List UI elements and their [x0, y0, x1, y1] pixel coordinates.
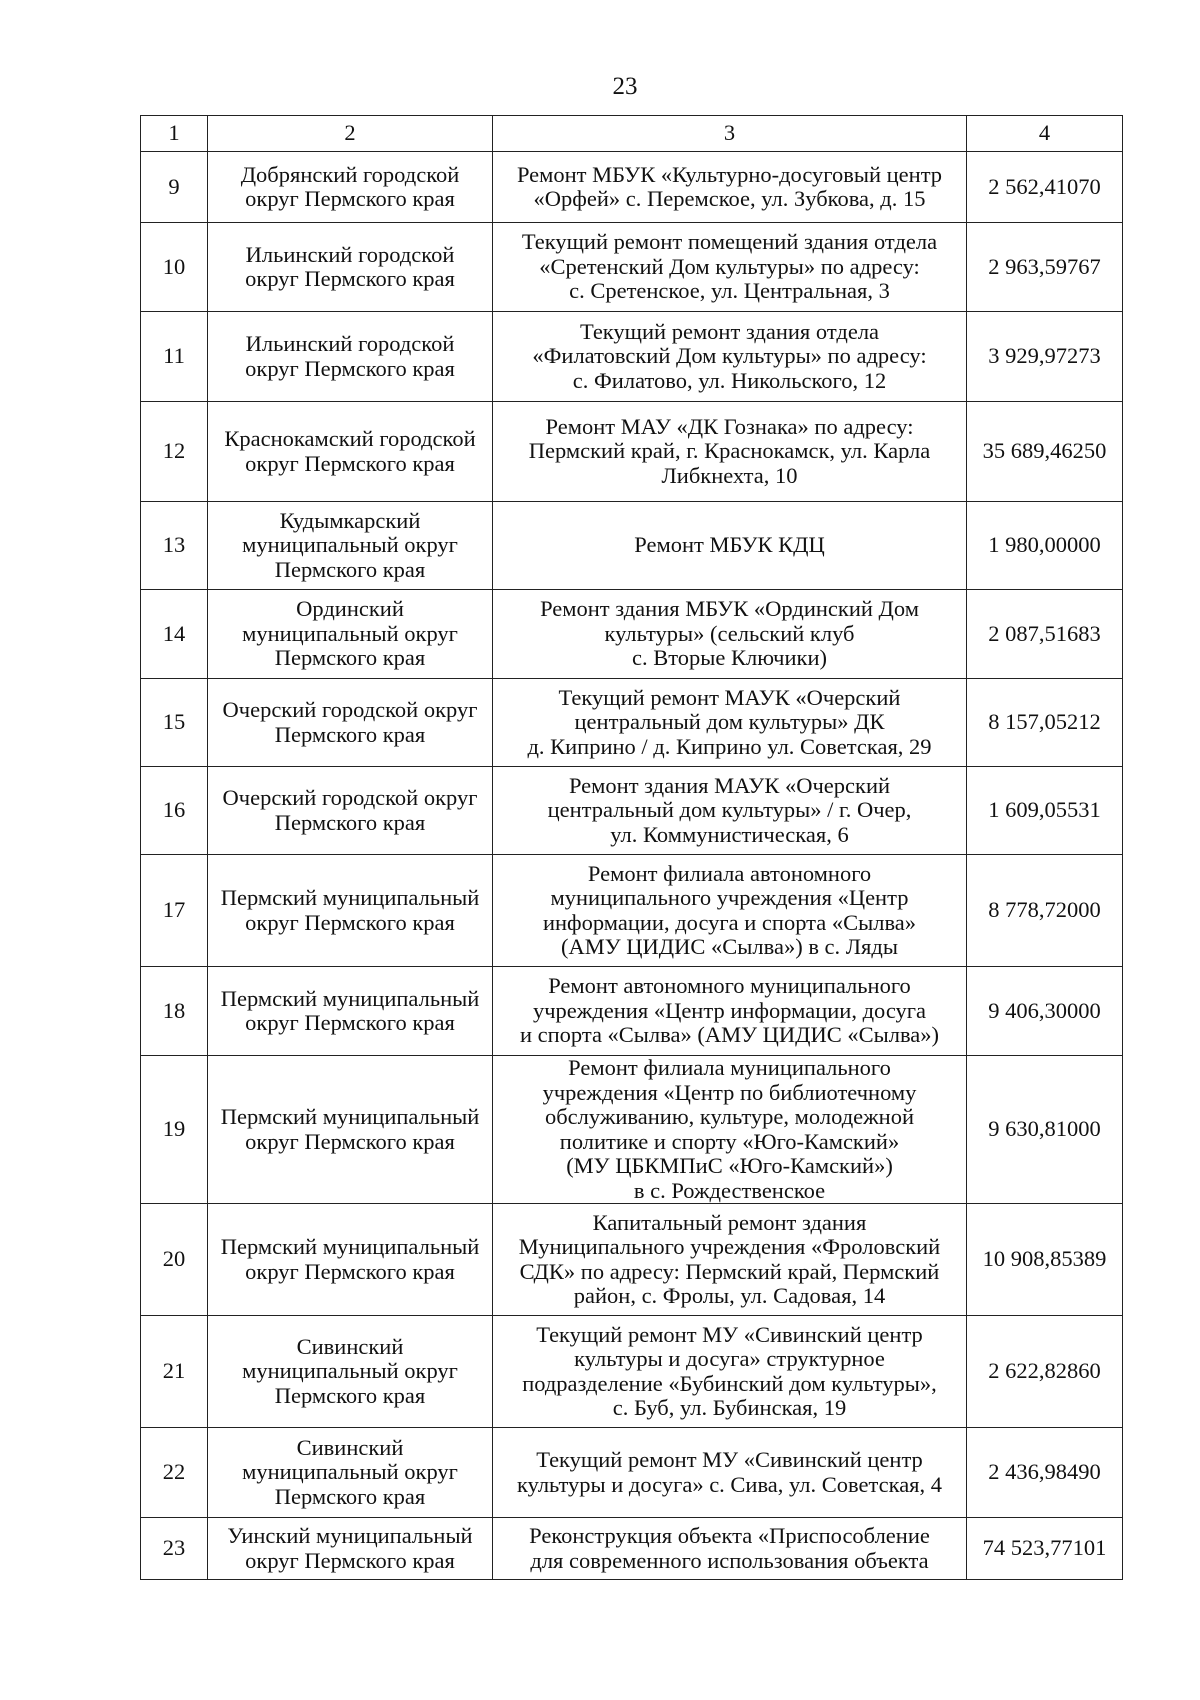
- amount-cell: 2 963,59767: [967, 223, 1123, 312]
- project-cell: [493, 855, 967, 967]
- project-cell: [493, 502, 967, 590]
- table-row: [141, 1518, 1123, 1580]
- district-line: округ Пермского края: [245, 1547, 455, 1573]
- project-line: информации, досуга и спорта «Сылва»: [542, 909, 917, 935]
- district-line: Пермского края: [274, 809, 426, 835]
- district-line: округ Пермского края: [245, 1010, 455, 1035]
- district-line: Пермского края: [274, 721, 426, 747]
- district-line: округ Пермского края: [245, 909, 455, 935]
- table-row: [141, 1316, 1123, 1428]
- project-line: культуры и досуга» с. Сива, ул. Советская, 4: [516, 1471, 943, 1497]
- row-number-cell: 10: [141, 223, 208, 312]
- project-line: «Сретенский Дом культуры» по адресу:: [539, 253, 920, 279]
- amount-cell: 9 630,81000: [967, 1056, 1123, 1204]
- project-line: учреждения «Центр информации, досуга: [532, 997, 927, 1023]
- project-cell: [493, 223, 967, 312]
- project-line: Текущий ремонт помещений здания отдела: [521, 229, 938, 255]
- project-cell: [493, 152, 967, 223]
- project-line: СДК» по адресу: Пермский край, Пермский: [519, 1258, 940, 1284]
- amount-cell: 8 157,05212: [967, 679, 1123, 767]
- column-number-3: 3: [493, 116, 967, 152]
- amount-cell: 3 929,97273: [967, 312, 1123, 402]
- district-line: Пермского края: [274, 645, 426, 671]
- project-line: Ремонт МАУ «ДК Гознака» по адресу:: [545, 413, 914, 439]
- district-cell: [208, 855, 493, 967]
- project-line: д. Киприно / д. Киприно ул. Советская, 29: [527, 733, 932, 759]
- district-line: Сивинский: [296, 1333, 404, 1359]
- row-number-cell: 13: [141, 502, 208, 590]
- project-line: Ремонт филиала автономного: [587, 860, 872, 886]
- district-line: Ординский: [296, 596, 404, 622]
- table-row: [141, 1428, 1123, 1518]
- table-row: [141, 502, 1123, 590]
- project-line: Либкнехта, 10: [661, 462, 798, 488]
- table-row: [141, 967, 1123, 1056]
- row-number-cell: 18: [141, 967, 208, 1056]
- district-cell: [208, 1316, 493, 1428]
- project-line: с. Вторые Ключики): [631, 645, 828, 671]
- project-line: политике и спорту «Юго-Камский»: [559, 1128, 900, 1154]
- project-line: с. Филатово, ул. Никольского, 12: [572, 367, 887, 393]
- project-cell: [493, 402, 967, 502]
- district-line: Сивинский: [296, 1434, 404, 1460]
- project-line: Капитальный ремонт здания: [592, 1209, 867, 1235]
- table-row: [141, 855, 1123, 967]
- amount-cell: 2 562,41070: [967, 152, 1123, 223]
- district-cell: [208, 312, 493, 402]
- district-cell: [208, 223, 493, 312]
- district-line: Пермского края: [274, 556, 426, 582]
- project-cell: [493, 1518, 967, 1580]
- amount-cell: 2 087,51683: [967, 590, 1123, 679]
- district-line: Пермский муниципальный: [220, 1234, 480, 1259]
- amount-cell: 1 609,05531: [967, 767, 1123, 855]
- project-line: Ремонт МБУК КДЦ: [634, 532, 825, 558]
- project-line: культуры» (сельский клуб: [604, 620, 855, 646]
- district-line: Ильинский городской: [245, 331, 455, 356]
- district-cell: [208, 767, 493, 855]
- district-line: Пермского края: [274, 1483, 426, 1509]
- table-row: [141, 590, 1123, 679]
- project-cell: [493, 679, 967, 767]
- project-line: с. Сретенское, ул. Центральная, 3: [569, 278, 890, 304]
- project-line: Ремонт филиала муниципального: [568, 1055, 891, 1080]
- district-line: муниципальный округ: [242, 1358, 458, 1384]
- district-cell: [208, 679, 493, 767]
- row-number-cell: 20: [141, 1204, 208, 1316]
- district-line: Пермский муниципальный: [220, 885, 480, 910]
- project-line: Реконструкция объекта «Приспособление: [529, 1523, 930, 1548]
- project-cell: [493, 1204, 967, 1316]
- project-line: центральный дом культуры» / г. Очер,: [547, 797, 912, 823]
- amount-cell: 74 523,77101: [967, 1518, 1123, 1580]
- project-line: «Филатовский Дом культуры» по адресу:: [532, 343, 927, 369]
- district-line: Пермский муниципальный: [220, 1104, 480, 1129]
- project-cell: [493, 312, 967, 402]
- row-number-cell: 17: [141, 855, 208, 967]
- page-number: 23: [612, 73, 638, 100]
- project-line: культуры и досуга» структурное: [574, 1346, 885, 1371]
- project-cell: [493, 590, 967, 679]
- project-line: (АМУ ЦИДИС «Сылва») в с. Ляды: [561, 934, 898, 959]
- project-line: подразделение «Бубинский дом культуры»,: [522, 1370, 937, 1396]
- project-cell: [493, 1428, 967, 1518]
- district-line: Кудымкарский: [279, 507, 421, 533]
- project-cell: [493, 1056, 967, 1204]
- district-line: муниципальный округ: [242, 532, 458, 558]
- district-line: округ Пермского края: [245, 1128, 455, 1154]
- row-number-cell: 14: [141, 590, 208, 679]
- district-cell: [208, 1518, 493, 1580]
- district-cell: [208, 502, 493, 590]
- column-number-4: 4: [967, 116, 1123, 152]
- amount-cell: 8 778,72000: [967, 855, 1123, 967]
- project-line: обслуживанию, культуре, молодежной: [544, 1104, 915, 1129]
- table-row: [141, 223, 1123, 312]
- row-number-cell: 11: [141, 312, 208, 402]
- project-line: Ремонт МБУК «Культурно-досуговый центр: [516, 161, 943, 187]
- row-number-cell: 12: [141, 402, 208, 502]
- project-line: в с. Рождественское: [633, 1177, 826, 1203]
- district-line: округ Пермского края: [245, 355, 455, 381]
- district-line: Пермский муниципальный: [220, 985, 480, 1011]
- project-line: Ремонт автономного муниципального: [548, 973, 911, 999]
- project-line: учреждения «Центр по библиотечному: [542, 1079, 917, 1105]
- column-number-2: 2: [208, 116, 493, 152]
- project-line: Текущий ремонт МУ «Сивинский центр: [536, 1447, 923, 1472]
- district-line: Уинский муниципальный: [227, 1523, 473, 1548]
- district-cell: [208, 1428, 493, 1518]
- project-line: с. Буб, ул. Бубинская, 19: [612, 1395, 847, 1420]
- project-line: Текущий ремонт МАУК «Очерский: [558, 684, 901, 710]
- amount-cell: 1 980,00000: [967, 502, 1123, 590]
- project-line: район, с. Фролы, ул. Садовая, 14: [573, 1283, 886, 1308]
- district-line: округ Пермского края: [245, 266, 455, 291]
- column-number-1: 1: [141, 116, 208, 152]
- project-line: «Орфей» с. Перемское, ул. Зубкова, д. 15: [533, 186, 926, 211]
- row-number-cell: 21: [141, 1316, 208, 1428]
- district-line: муниципальный округ: [242, 620, 458, 646]
- project-line: Ремонт здания МАУК «Очерский: [568, 772, 891, 798]
- project-line: Ремонт здания МБУК «Ординский Дом: [540, 596, 919, 622]
- project-line: муниципального учреждения «Центр: [550, 885, 909, 910]
- project-cell: [493, 767, 967, 855]
- project-line: (МУ ЦБКМПиС «Юго-Камский»): [566, 1153, 893, 1178]
- table-row: [141, 1056, 1123, 1204]
- district-line: Краснокамский городской: [224, 426, 476, 451]
- table-row: [141, 152, 1123, 223]
- row-number-cell: 23: [141, 1518, 208, 1580]
- district-line: Пермского края: [274, 1382, 426, 1408]
- project-line: центральный дом культуры» ДК: [574, 709, 885, 735]
- project-line: ул. Коммунистическая, 6: [610, 821, 849, 847]
- amount-cell: 2 622,82860: [967, 1316, 1123, 1428]
- district-line: Очерский городской округ: [222, 697, 478, 722]
- district-line: округ Пермского края: [245, 450, 455, 476]
- row-number-cell: 9: [141, 152, 208, 223]
- project-line: Текущий ремонт здания отдела: [579, 318, 880, 344]
- row-number-cell: 19: [141, 1056, 208, 1204]
- district-cell: [208, 1204, 493, 1316]
- district-cell: [208, 967, 493, 1056]
- district-line: округ Пермского края: [245, 186, 455, 211]
- table-body: [141, 116, 1123, 1580]
- amount-cell: 2 436,98490: [967, 1428, 1123, 1518]
- project-cell: [493, 967, 967, 1056]
- district-line: округ Пермского края: [245, 1258, 455, 1284]
- district-cell: [208, 152, 493, 223]
- row-number-cell: 15: [141, 679, 208, 767]
- amount-cell: 35 689,46250: [967, 402, 1123, 502]
- district-line: муниципальный округ: [242, 1459, 458, 1485]
- district-cell: [208, 402, 493, 502]
- project-cell: [493, 1316, 967, 1428]
- district-cell: [208, 590, 493, 679]
- table-row: [141, 767, 1123, 855]
- project-line: для современного использования объекта: [530, 1547, 929, 1573]
- project-line: и спорта «Сылва» (АМУ ЦИДИС «Сылва»): [519, 1022, 940, 1048]
- district-line: Ильинский городской: [245, 241, 455, 267]
- project-line: Текущий ремонт МУ «Сивинский центр: [536, 1321, 923, 1347]
- table-row: [141, 312, 1123, 402]
- district-line: Добрянский городской: [240, 161, 460, 187]
- column-number-row: [141, 116, 1123, 152]
- amount-cell: 10 908,85389: [967, 1204, 1123, 1316]
- row-number-cell: 16: [141, 767, 208, 855]
- table-row: [141, 402, 1123, 502]
- appropriation-table: [140, 115, 1123, 1580]
- amount-cell: 9 406,30000: [967, 967, 1123, 1056]
- project-line: Пермский край, г. Краснокамск, ул. Карла: [528, 438, 931, 464]
- district-cell: [208, 1056, 493, 1204]
- table-row: [141, 1204, 1123, 1316]
- district-line: Очерский городской округ: [222, 785, 478, 810]
- table-row: [141, 679, 1123, 767]
- row-number-cell: 22: [141, 1428, 208, 1518]
- project-line: Муниципального учреждения «Фроловский: [518, 1234, 941, 1259]
